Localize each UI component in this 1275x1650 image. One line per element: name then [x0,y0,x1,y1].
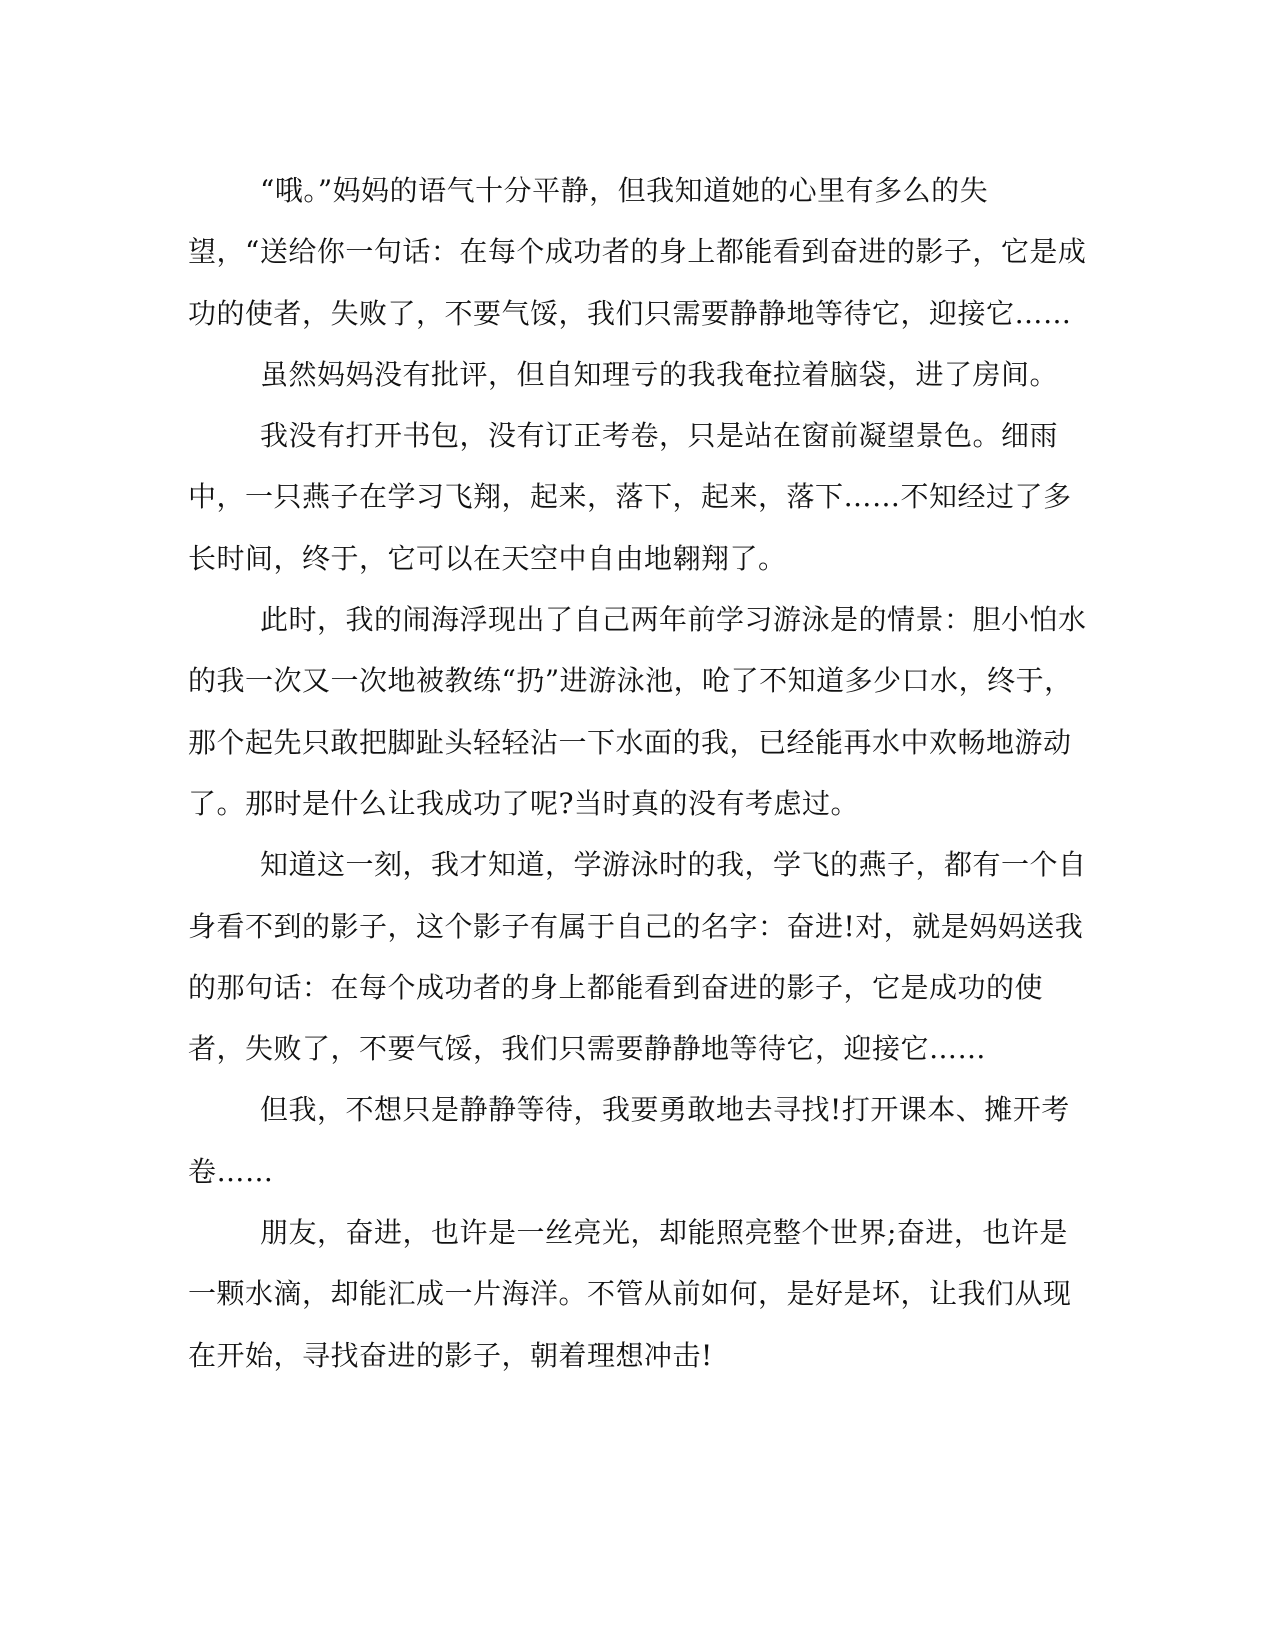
paragraph: 虽然妈妈没有批评，但自知理亏的我我奄拉着脑袋，进了房间。 [260,357,1059,391]
paragraph: 此时，我的闹海浮现出了自己两年前学习游泳是的情景：胆小怕水的我一次又一次地被教练“扔”进游泳池，呛了不知道多少口水，终于，那个起先只敢把脚趾头轻轻沾一下水面的我，已经能再水中欢畅地游动了。那时是什么让我成功了呢?当时真的没有考虑过。 [188,603,1087,820]
paragraph: 朋友，奋进，也许是一丝亮光，却能照亮整个世界;奋进，也许是一颗水滴，却能汇成一片海洋。不管从前如何，是好是坏，让我们从现在开始，寻找奋进的影子，朝着理想冲击! [188,1216,1072,1372]
paragraph: 但我，不想只是静静等待，我要勇敢地去寻找!打开课本、摊开考卷…… [188,1093,1070,1188]
paragraph: 知道这一刻，我才知道，学游泳时的我，学飞的燕子，都有一个自身看不到的影子，这个影子有属于自己的名字：奋进!对，就是妈妈送我的那句话：在每个成功者的身上都能看到奋进的影子，它是成功的使者，失败了，不要气馁，我们只需要静静地等待它，迎接它…… [188,848,1087,1066]
paragraph: 我没有打开书包，没有订正考卷，只是站在窗前凝望景色。细雨中，一只燕子在学习飞翔，起来，落下，起来，落下……不知经过了多长时间，终于，它可以在天空中自由地翱翔了。 [188,419,1072,575]
paragraph: “哦。”妈妈的语气十分平静，但我知道她的心里有多么的失望，“送给你一句话：在每个成功者的身上都能看到奋进的影子，它是成功的使者，失败了，不要气馁，我们只需要静静地等待它，迎接它…… [188,174,1087,330]
document-body [188,160,1088,1386]
